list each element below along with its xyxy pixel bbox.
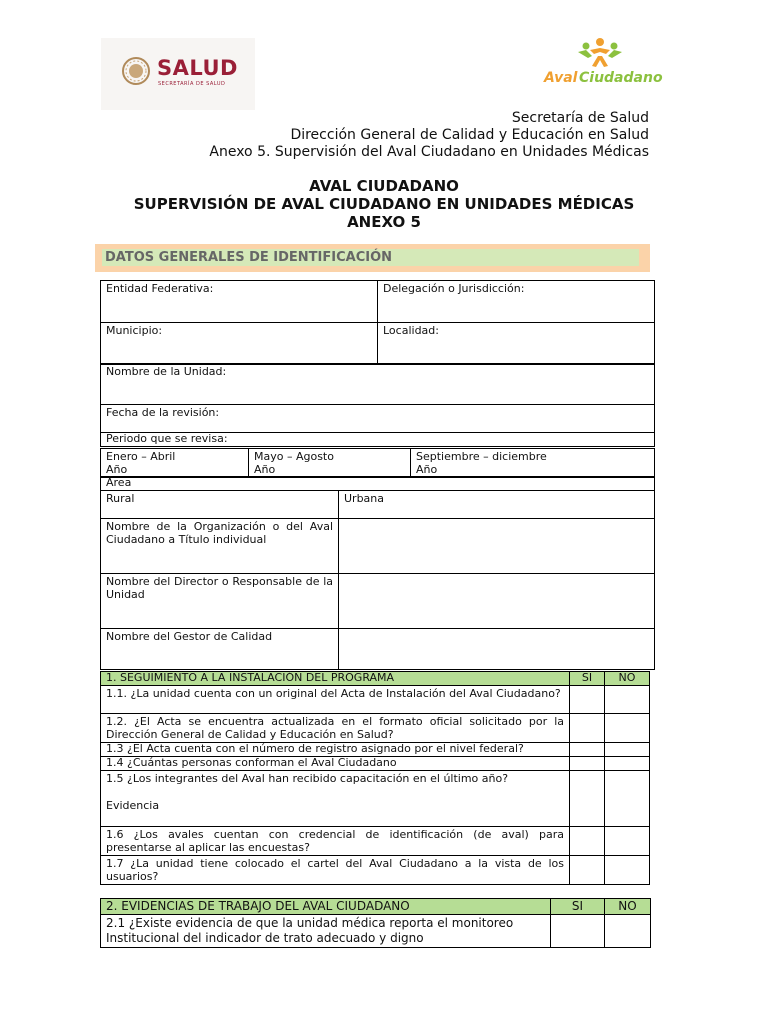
question-2-1: 2.1 ¿Existe evidencia de que la unidad médica reporta el monitoreo Institucional del indicador de trato adecuado y digno: [101, 915, 551, 948]
periodo-3-label: Septiembre – diciembre: [416, 450, 547, 463]
salud-logo: [101, 38, 255, 110]
section1-si-header: SI: [570, 672, 605, 686]
periodo-mayo-agosto[interactable]: [249, 449, 411, 478]
area-table: [100, 476, 655, 670]
title-line-3: ANEXO 5: [347, 213, 421, 231]
section1-no-header: NO: [605, 672, 650, 686]
section1-title: 1. SEGUIMIENTO A LA INSTALACIÓN DEL PROGRAMA: [101, 672, 570, 686]
general-data-form: [100, 280, 655, 365]
periodo-1-label: Enero – Abril: [106, 450, 176, 463]
q1-5-no-cell[interactable]: [605, 771, 650, 827]
section2-title: 2. EVIDENCIAS DE TRABAJO DEL AVAL CIUDADANO: [101, 899, 551, 915]
header-line-3: Anexo 5. Supervisión del Aval Ciudadano en Unidades Médicas: [209, 144, 649, 160]
gestor-label: Nombre del Gestor de Calidad: [101, 629, 339, 670]
q1-1-si-cell[interactable]: [570, 686, 605, 714]
area-label: Área: [101, 477, 655, 491]
section2-table: [100, 898, 651, 948]
periodo-label: Periodo que se revisa:: [101, 433, 655, 447]
question-1-5: [101, 771, 570, 827]
q1-7-si-cell[interactable]: [570, 856, 605, 885]
q1-6-no-cell[interactable]: [605, 827, 650, 856]
entidad-field[interactable]: Entidad Federativa:: [101, 281, 378, 323]
salud-logo-subtitle: SECRETARÍA DE SALUD: [158, 81, 226, 87]
question-1-4: 1.4 ¿Cuántas personas conforman el Aval Ciudadano: [101, 757, 570, 771]
general-data-section-bar: [95, 244, 650, 272]
organizacion-field[interactable]: [339, 519, 655, 574]
q1-1-no-cell[interactable]: [605, 686, 650, 714]
q1-4-si-cell[interactable]: [570, 757, 605, 771]
delegacion-field[interactable]: Delegación o Jurisdicción:: [378, 281, 655, 323]
fecha-revision-field[interactable]: Fecha de la revisión:: [101, 405, 655, 433]
q2-1-si-cell[interactable]: [551, 915, 605, 948]
aval-ciudadano-logo: [542, 36, 663, 96]
question-1-6: 1.6 ¿Los avales cuentan con credencial de identificación (de aval) para presentarse al aplicar las encuestas?: [101, 827, 570, 856]
q1-2-no-cell[interactable]: [605, 714, 650, 743]
periodo-table: [100, 448, 655, 478]
q1-2-si-cell[interactable]: [570, 714, 605, 743]
periodo-1-anio: Año: [106, 463, 128, 476]
municipio-field[interactable]: Municipio:: [101, 323, 378, 365]
q1-3-si-cell[interactable]: [570, 743, 605, 757]
periodo-2-label: Mayo – Agosto: [254, 450, 334, 463]
periodo-3-anio: Año: [416, 463, 438, 476]
localidad-field[interactable]: Localidad:: [378, 323, 655, 365]
q2-1-no-cell[interactable]: [605, 915, 651, 948]
question-1-7: 1.7 ¿La unidad tiene colocado el cartel del Aval Ciudadano a la vista de los usuarios?: [101, 856, 570, 885]
gestor-field[interactable]: [339, 629, 655, 670]
organizacion-label: Nombre de la Organización o del Aval Ciudadano a Título individual: [101, 519, 339, 574]
q1-3-no-cell[interactable]: [605, 743, 650, 757]
director-label: Nombre del Director o Responsable de la Unidad: [101, 574, 339, 629]
salud-logo-text: SALUD: [157, 56, 238, 80]
periodo-sept-dic[interactable]: [411, 449, 655, 478]
q1-6-si-cell[interactable]: [570, 827, 605, 856]
people-icon: [572, 36, 628, 70]
urbana-field[interactable]: Urbana: [339, 491, 655, 519]
rural-field[interactable]: Rural: [101, 491, 339, 519]
header-line-2: Dirección General de Calidad y Educación en Salud: [290, 127, 649, 143]
title-line-2: SUPERVISIÓN DE AVAL CIUDADANO EN UNIDADES MÉDICAS: [133, 195, 635, 213]
q1-7-no-cell[interactable]: [605, 856, 650, 885]
question-1-3: 1.3 ¿El Acta cuenta con el número de registro asignado por el nivel federal?: [101, 743, 570, 757]
section1-table: [100, 671, 650, 885]
aval-logo-text-2: Ciudadano: [579, 70, 663, 86]
periodo-enero-abril[interactable]: [101, 449, 249, 478]
question-1-2: 1.2. ¿El Acta se encuentra actualizada en el formato oficial solicitado por la Dirección General de Calidad y Educación en Salud?: [101, 714, 570, 743]
director-field[interactable]: [339, 574, 655, 629]
section2-si-header: SI: [551, 899, 605, 915]
unit-info-table: [100, 363, 655, 447]
section2-no-header: NO: [605, 899, 651, 915]
question-1-1: 1.1. ¿La unidad cuenta con un original del Acta de Instalación del Aval Ciudadano?: [101, 686, 570, 714]
coat-of-arms-icon: [121, 56, 151, 86]
aval-logo-text-1: Aval: [544, 70, 578, 86]
general-data-section-title: DATOS GENERALES DE IDENTIFICACIÓN: [102, 249, 639, 266]
periodo-2-anio: Año: [254, 463, 276, 476]
header-line-1: Secretaría de Salud: [511, 110, 649, 126]
question-1-5-text: 1.5 ¿Los integrantes del Aval han recibido capacitación en el último año?: [106, 772, 509, 785]
title-line-1: AVAL CIUDADANO: [309, 177, 459, 195]
q1-5-si-cell[interactable]: [570, 771, 605, 827]
evidencia-label: Evidencia: [106, 799, 160, 812]
q1-4-no-cell[interactable]: [605, 757, 650, 771]
nombre-unidad-field[interactable]: Nombre de la Unidad:: [101, 364, 655, 405]
